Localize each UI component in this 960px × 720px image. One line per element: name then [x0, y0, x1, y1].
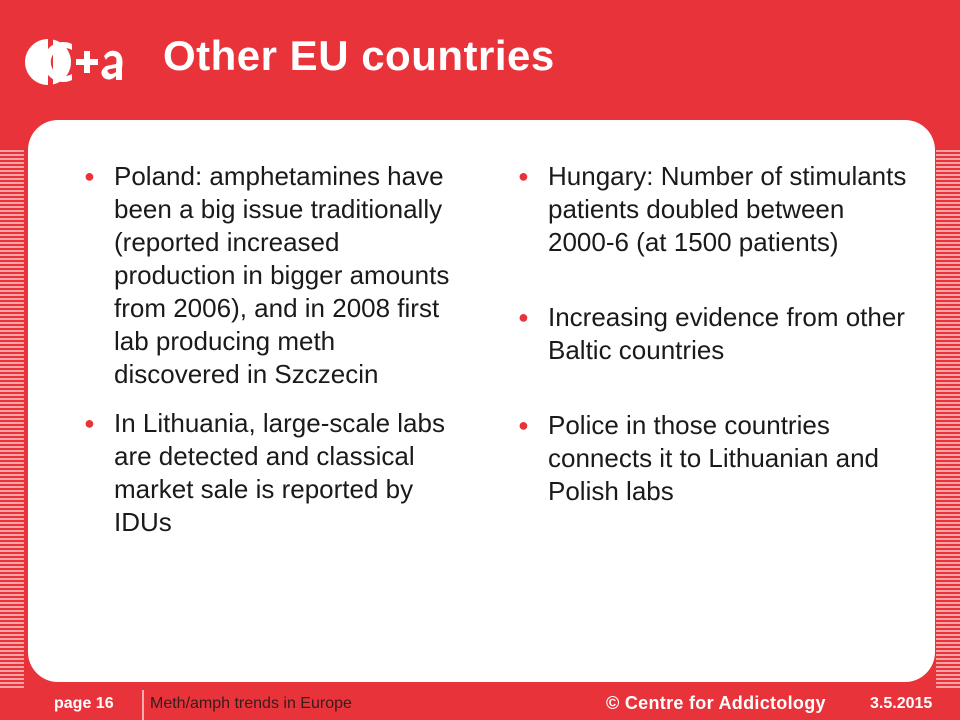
bullet-text: Police in those countries connects it to Lithuanian and Polish labs: [548, 410, 880, 506]
list-item: [512, 409, 912, 508]
decorative-stripes-right: [936, 150, 960, 690]
right-column: [512, 160, 912, 508]
footer-topic: Meth/amph trends in Europe: [150, 695, 352, 712]
bullet-text: In Lithuania, large-scale labs are detected and classical market sale is reported by IDUs: [114, 408, 445, 537]
bullet-icon: ●: [518, 166, 529, 186]
bullet-icon: ●: [84, 166, 95, 186]
list-item: [512, 301, 912, 367]
left-column: [78, 160, 458, 539]
footer: [0, 690, 960, 720]
bullet-icon: ●: [84, 413, 95, 433]
list-item: [78, 160, 458, 391]
page-number: page 16: [54, 695, 114, 712]
content-panel: [28, 120, 935, 682]
bullet-text: Increasing evidence from other Baltic countries: [548, 302, 905, 365]
list-item: [78, 407, 458, 539]
centre-logo-icon: [24, 36, 134, 88]
footer-copyright: © Centre for Addictology: [606, 693, 826, 713]
bullet-text: Hungary: Number of stimulants patients doubled between 2000-6 (at 1500 patients): [548, 161, 907, 257]
footer-divider: [142, 690, 144, 720]
bullet-icon: ●: [518, 307, 529, 327]
bullet-text: Poland: amphetamines have been a big issue traditionally (reported increased production in bigger amounts from 2006), and in 2008 first lab producing meth discovered in Szczecin: [114, 161, 450, 389]
page-title: Other EU countries: [163, 32, 555, 79]
footer-date: 3.5.2015: [870, 695, 933, 712]
bullet-icon: ●: [518, 415, 529, 435]
decorative-stripes-left: [0, 150, 24, 690]
list-item: [512, 160, 912, 259]
